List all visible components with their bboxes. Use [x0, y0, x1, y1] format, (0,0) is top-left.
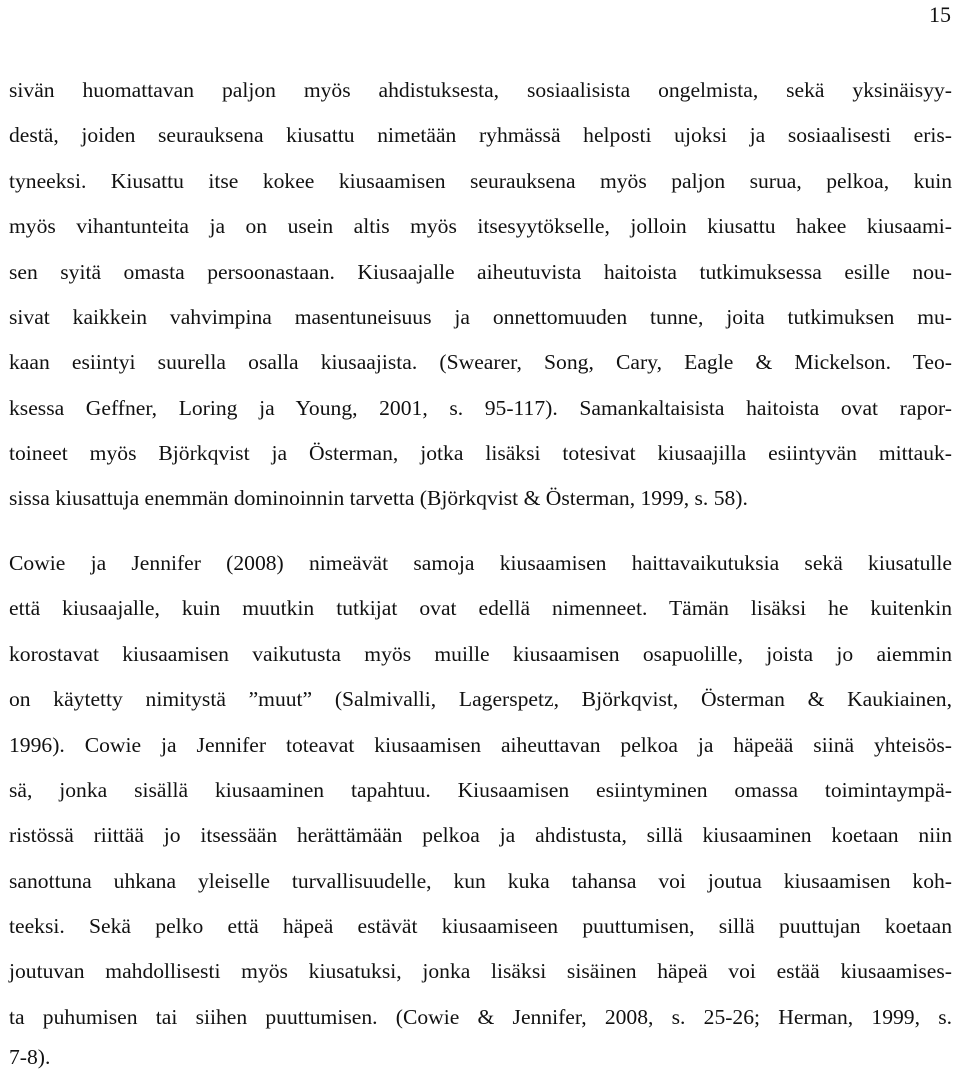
text-line: 7-8).: [9, 1045, 51, 1069]
text-line: kaan esiintyi suurella osalla kiusaajista. (Swearer, Song, Cary, Eagle & Mickelson. Teo-: [9, 350, 952, 374]
text-line: destä, joiden seurauksena kiusattu nimetään ryhmässä helposti ujoksi ja sosiaalisesti eris-: [9, 123, 952, 147]
text-line: ristössä riittää jo itsessään herättämään pelkoa ja ahdistusta, sillä kiusaaminen koetaan niin: [9, 823, 952, 847]
text-line: sivän huomattavan paljon myös ahdistuksesta, sosiaalisista ongelmista, sekä yksinäisyy-: [9, 78, 952, 102]
text-line: korostavat kiusaamisen vaikutusta myös muille kiusaamisen osapuolille, joista jo aiemmin: [9, 642, 952, 666]
text-line: sen syitä omasta persoonastaan. Kiusaajalle aiheutuvista haitoista tutkimuksessa esille nou-: [9, 260, 952, 284]
text-line: tyneeksi. Kiusattu itse kokee kiusaamisen seurauksena myös paljon surua, pelkoa, kuin: [9, 169, 952, 193]
text-line: toineet myös Björkqvist ja Österman, jotka lisäksi totesivat kiusaajilla esiintyvän mittauk-: [9, 441, 952, 465]
text-line: joutuvan mahdollisesti myös kiusatuksi, jonka lisäksi sisäinen häpeä voi estää kiusaamises-: [9, 959, 952, 983]
text-line: Cowie ja Jennifer (2008) nimeävät samoja kiusaamisen haittavaikutuksia sekä kiusatulle: [9, 551, 952, 575]
text-line: ksessa Geffner, Loring ja Young, 2001, s. 95-117). Samankaltaisista haitoista ovat rapor-: [9, 396, 952, 420]
text-line: on käytetty nimitystä ”muut” (Salmivalli, Lagerspetz, Björkqvist, Österman & Kaukiainen,: [9, 687, 952, 711]
text-line: 1996). Cowie ja Jennifer toteavat kiusaamisen aiheuttavan pelkoa ja häpeää siinä yhteisös-: [9, 733, 952, 757]
text-line: sanottuna uhkana yleiselle turvallisuudelle, kun kuka tahansa voi joutua kiusaamisen koh-: [9, 869, 952, 893]
text-line: sivat kaikkein vahvimpina masentuneisuus ja onnettomuuden tunne, joita tutkimuksen mu-: [9, 305, 952, 329]
text-line: ta puhumisen tai siihen puuttumisen. (Cowie & Jennifer, 2008, s. 25-26; Herman, 1999, s.: [9, 1005, 952, 1029]
text-line: sä, jonka sisällä kiusaaminen tapahtuu. Kiusaamisen esiintyminen omassa toimintaympä-: [9, 778, 952, 802]
text-line: että kiusaajalle, kuin muutkin tutkijat ovat edellä nimenneet. Tämän lisäksi he kuitenkin: [9, 596, 952, 620]
text-line: sissa kiusattuja enemmän dominoinnin tarvetta (Björkqvist & Österman, 1999, s. 58).: [9, 486, 748, 510]
page-number: 15: [929, 2, 951, 27]
text-line: teeksi. Sekä pelko että häpeä estävät kiusaamiseen puuttumisen, sillä puuttujan koetaan: [9, 914, 952, 938]
text-line: myös vihantunteita ja on usein altis myös itsesyytökselle, jolloin kiusattu hakee kiusaami-: [9, 214, 952, 238]
